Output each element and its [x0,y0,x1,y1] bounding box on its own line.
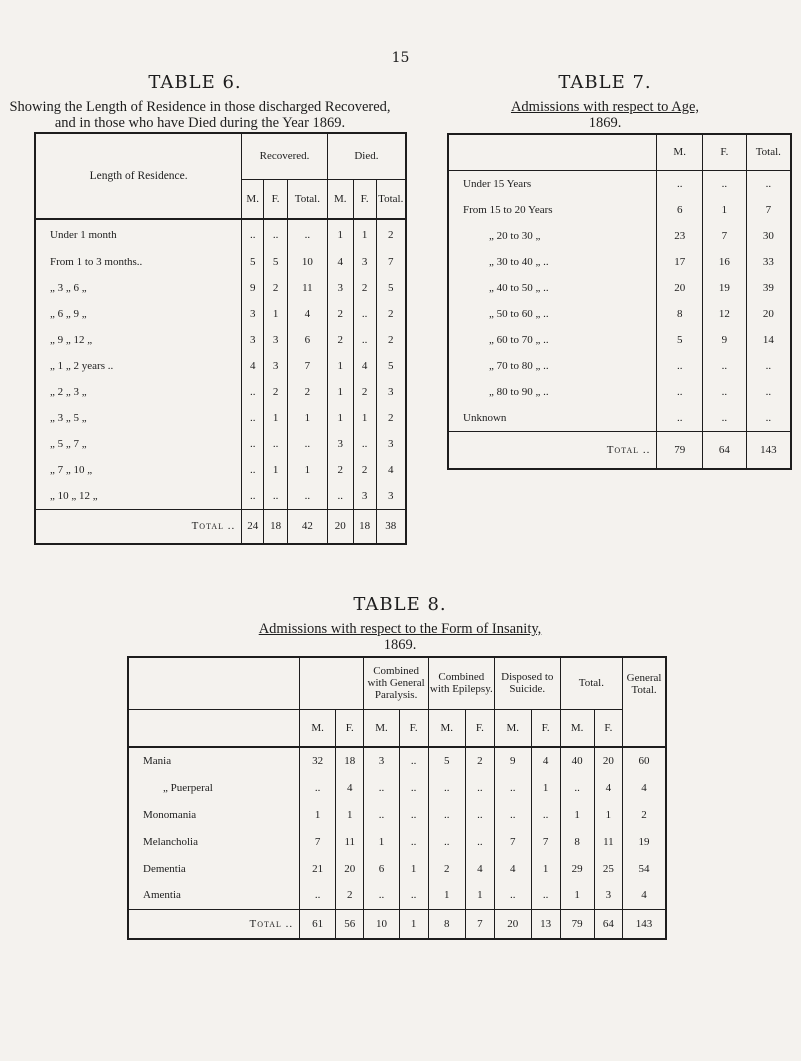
cell-rt: .. [287,483,327,510]
cell-m: .. [657,353,703,379]
cell-pf: 1 [399,855,428,882]
table7-total-header: Total. [746,134,791,170]
cell-t: 7 [746,197,791,223]
cell-rt: 2 [287,379,327,405]
cell-dt: 5 [376,353,406,379]
table7-m-header: M. [657,134,703,170]
cell-em: 2 [428,855,465,882]
row-label: „ Puerperal [163,781,213,794]
cell-sf: 4 [531,747,560,774]
cell-tm: 1 [560,801,594,828]
table8-total-text: Total .. [249,917,294,930]
cell-m: 5 [657,327,703,353]
cell-rm: 3 [242,301,264,327]
cell-rt: .. [287,431,327,457]
cell-ef: 1 [465,882,494,909]
cell-t: .. [746,170,791,197]
table6-recovered-total: Total. [287,179,327,219]
row-label: Under 15 Years [463,177,532,190]
table-row [35,431,406,457]
table6-total-rt: 42 [287,510,327,544]
table-row [448,353,791,379]
row-label: „ 2 „ 3 „ [50,386,87,398]
cell-dm: 1 [327,405,353,431]
cell-m: 20 [657,275,703,301]
cell-rf: 2 [264,379,288,405]
cell-m: 6 [657,197,703,223]
table-row [35,405,406,431]
table8-total-tm: 79 [560,909,594,939]
row-label: „ 10 „ 12 „ [50,490,98,502]
cell-m: 21 [300,855,336,882]
table-row [448,379,791,405]
table-row [448,223,791,249]
cell-dt: 2 [376,327,406,353]
table-row [448,249,791,275]
table-row [35,301,406,327]
row-label: Unknown [463,411,507,424]
table6-total-dm: 20 [327,510,353,544]
cell-ef: .. [465,801,494,828]
cell-tm: 8 [560,828,594,855]
cell-dt: 2 [376,405,406,431]
table-row [35,249,406,275]
table-row [128,747,666,774]
cell-g: 54 [623,855,666,882]
cell-rf: 1 [264,301,288,327]
cell-t: 20 [746,301,791,327]
table-row [448,405,791,432]
table8-total-sf: 13 [531,909,560,939]
table7-total-m: 79 [657,431,703,469]
cell-df: .. [353,431,376,457]
table8-total-m-sub: M. [560,709,594,747]
row-label: „ 80 to 90 „ .. [489,385,549,398]
table8-total-pm: 10 [364,909,399,939]
row-label: „ 7 „ 10 „ [50,464,93,476]
row-label: Monomania [143,808,197,821]
cell-rm: .. [242,405,264,431]
table7-total-text: Total .. [606,443,651,456]
table8-total-m: 61 [300,909,336,939]
cell-g: 60 [623,747,666,774]
table-row [128,855,666,882]
cell-g: 19 [623,828,666,855]
cell-rt: 7 [287,353,327,379]
cell-rf: 5 [264,249,288,275]
row-label: Under 1 month [50,228,117,241]
cell-f: .. [703,353,747,379]
table8-suicide-f-sub: F. [531,709,560,747]
cell-t: .. [746,405,791,432]
table-row [35,275,406,301]
table-row [448,327,791,353]
table8-total-pf: 1 [399,909,428,939]
cell-t: .. [746,379,791,405]
cell-dm: 3 [327,275,353,301]
table6-died-total: Total. [376,179,406,219]
row-label: „ 70 to 80 „ .. [489,359,549,372]
table6-recovered-m: M. [242,179,264,219]
cell-dt: 5 [376,275,406,301]
cell-dm: 1 [327,379,353,405]
cell-rm: 9 [242,275,264,301]
table6-recovered-f: F. [264,179,288,219]
table6-total-text: Total .. [191,520,236,533]
cell-em: 1 [428,882,465,909]
cell-rf: 1 [264,457,288,483]
cell-dt: 7 [376,249,406,275]
table8-total-tf: 64 [594,909,622,939]
cell-f: 9 [703,327,747,353]
cell-em: .. [428,774,465,801]
cell-pf: .. [399,801,428,828]
cell-pf: .. [399,774,428,801]
cell-tf: 25 [594,855,622,882]
cell-dt: 3 [376,379,406,405]
table-row [35,483,406,510]
cell-df: 4 [353,353,376,379]
cell-t: 30 [746,223,791,249]
cell-pf: .. [399,747,428,774]
table8-paralysis-header: Combined with General Paralysis. [364,657,428,709]
table-row [35,327,406,353]
cell-rf: 3 [264,327,288,353]
table6-total-rf: 18 [264,510,288,544]
cell-dm: 1 [327,353,353,379]
cell-dm: 4 [327,249,353,275]
cell-df: 1 [353,405,376,431]
cell-sm: .. [494,801,531,828]
cell-dt: 3 [376,483,406,510]
cell-f: 20 [336,855,364,882]
cell-rm: .. [242,457,264,483]
row-label: „ 6 „ 9 „ [50,308,87,320]
cell-sm: 4 [494,855,531,882]
table7-caption-line1: Admissions with respect to Age, [510,99,700,115]
table7-total-label [448,431,657,469]
cell-dt: 4 [376,457,406,483]
cell-f: 1 [336,801,364,828]
cell-t: 14 [746,327,791,353]
table7-f-header: F. [703,134,747,170]
cell-sf: 1 [531,855,560,882]
row-label: „ 20 to 30 „ [489,229,541,242]
table8-blank-header [128,657,300,709]
table-row [448,197,791,223]
table6-caption-line1: Showing the Length of Residence in those discharged Recovered, [9,99,391,115]
cell-dm: 2 [327,327,353,353]
table-row [35,219,406,249]
cell-rt: 1 [287,457,327,483]
cell-pf: .. [399,882,428,909]
table7-blank-header [448,134,657,170]
cell-rt: 6 [287,327,327,353]
cell-ef: .. [465,828,494,855]
table6-total-rm: 24 [242,510,264,544]
row-label: Dementia [143,862,186,875]
table-row [35,353,406,379]
table8-total-header: Total. [560,657,622,709]
cell-rf: .. [264,483,288,510]
cell-m: .. [657,379,703,405]
table6-heading: TABLE 6. [148,72,242,93]
table6-total-dt: 38 [376,510,406,544]
table7-caption [455,99,755,131]
cell-sf: 1 [531,774,560,801]
cell-g: 2 [623,801,666,828]
table6-total-label [35,510,242,544]
cell-sf: 7 [531,828,560,855]
table-row [448,170,791,197]
cell-sf: .. [531,882,560,909]
cell-rm: .. [242,379,264,405]
table7-total-f: 64 [703,431,747,469]
cell-tm: 29 [560,855,594,882]
table-row [35,379,406,405]
cell-sm: .. [494,882,531,909]
table8 [127,656,667,940]
cell-em: .. [428,828,465,855]
cell-rm: 4 [242,353,264,379]
cell-tf: 11 [594,828,622,855]
cell-f: .. [703,405,747,432]
row-label: „ 3 „ 5 „ [50,412,87,424]
row-label: „ 3 „ 6 „ [50,282,87,294]
table6-total-df: 18 [353,510,376,544]
table8-blank-mf-header [300,657,364,709]
table8-total-g: 143 [623,909,666,939]
cell-df: 3 [353,249,376,275]
cell-dt: 2 [376,219,406,249]
table6-died-header: Died. [327,133,406,179]
row-label: From 1 to 3 months.. [50,256,143,268]
cell-df: 1 [353,219,376,249]
table8-general-header: General Total. [623,657,666,747]
cell-m: .. [300,774,336,801]
cell-df: .. [353,301,376,327]
cell-rf: .. [264,219,288,249]
cell-dt: 2 [376,301,406,327]
table-row [128,882,666,909]
cell-tf: 20 [594,747,622,774]
cell-g: 4 [623,774,666,801]
table8-paralysis-f-sub: F. [399,709,428,747]
cell-dm: .. [327,483,353,510]
table7-total-t: 143 [746,431,791,469]
cell-m: 8 [657,301,703,327]
table8-heading: TABLE 8. [353,594,447,615]
cell-tf: 4 [594,774,622,801]
cell-df: 2 [353,275,376,301]
cell-m: 7 [300,828,336,855]
row-label: „ 30 to 40 „ .. [489,255,549,268]
table8-caption [150,621,650,653]
table-row [128,774,666,801]
cell-f: 12 [703,301,747,327]
table-row [35,457,406,483]
row-label: „ 50 to 60 „ .. [489,307,549,320]
cell-ef: 2 [465,747,494,774]
cell-dm: 1 [327,219,353,249]
cell-m: 23 [657,223,703,249]
cell-t: 33 [746,249,791,275]
table-row [128,828,666,855]
cell-tm: .. [560,774,594,801]
table8-caption-line2: 1869. [383,637,417,653]
table8-epilepsy-f-sub: F. [465,709,494,747]
table8-suicide-m-sub: M. [494,709,531,747]
cell-t: 39 [746,275,791,301]
table8-caption-line1: Admissions with respect to the Form of Insanity, [258,621,542,637]
table6-died-f: F. [353,179,376,219]
cell-f: 16 [703,249,747,275]
cell-g: 4 [623,882,666,909]
cell-pm: 6 [364,855,399,882]
table-row [448,301,791,327]
cell-m: 17 [657,249,703,275]
table8-total-ef: 7 [465,909,494,939]
cell-pm: .. [364,882,399,909]
table8-suicide-header: Disposed to Suicide. [494,657,560,709]
row-label: Amentia [143,889,181,902]
cell-m: 1 [300,801,336,828]
table8-total-sm: 20 [494,909,531,939]
table8-epilepsy-m-sub: M. [428,709,465,747]
cell-pm: 3 [364,747,399,774]
table8-epilepsy-header: Combined with Epilepsy. [428,657,494,709]
table8-total-f-sub: F. [594,709,622,747]
table7 [447,133,792,470]
table8-m-sub: M. [300,709,336,747]
table6-caption-line2: and in those who have Died during the Year 1869. [54,115,346,131]
table8-blank-sub [128,709,300,747]
table-row [448,275,791,301]
cell-pm: .. [364,774,399,801]
table8-paralysis-m-sub: M. [364,709,399,747]
cell-f: 19 [703,275,747,301]
cell-sm: .. [494,774,531,801]
cell-em: 5 [428,747,465,774]
cell-df: 3 [353,483,376,510]
table-row [128,801,666,828]
cell-sm: 9 [494,747,531,774]
cell-f: 1 [703,197,747,223]
cell-tm: 1 [560,882,594,909]
cell-dm: 2 [327,301,353,327]
cell-rf: 2 [264,275,288,301]
cell-em: .. [428,801,465,828]
cell-rt: 1 [287,405,327,431]
row-label: „ 60 to 70 „ .. [489,333,549,346]
table6 [34,132,407,545]
table6-recovered-header: Recovered. [242,133,328,179]
cell-m: .. [657,170,703,197]
cell-rf: 1 [264,405,288,431]
cell-ef: 4 [465,855,494,882]
cell-m: 32 [300,747,336,774]
cell-rm: 5 [242,249,264,275]
cell-rt: 11 [287,275,327,301]
cell-dm: 3 [327,431,353,457]
cell-rm: .. [242,483,264,510]
cell-df: .. [353,327,376,353]
cell-ef: .. [465,774,494,801]
table7-heading: TABLE 7. [558,72,652,93]
cell-dm: 2 [327,457,353,483]
cell-rm: 3 [242,327,264,353]
table8-f-sub: F. [336,709,364,747]
table6-caption [0,99,400,131]
cell-pm: 1 [364,828,399,855]
cell-tf: 3 [594,882,622,909]
table8-total-em: 8 [428,909,465,939]
row-label: „ 40 to 50 „ .. [489,281,549,294]
cell-t: .. [746,353,791,379]
table6-length-header: Length of Residence. [35,133,242,219]
table6-died-m: M. [327,179,353,219]
cell-sf: .. [531,801,560,828]
cell-pm: .. [364,801,399,828]
page-number: 15 [391,50,410,66]
cell-m: .. [300,882,336,909]
row-label: Mania [143,755,172,767]
cell-f: 18 [336,747,364,774]
cell-dt: 3 [376,431,406,457]
cell-rt: .. [287,219,327,249]
cell-tm: 40 [560,747,594,774]
cell-f: .. [703,170,747,197]
cell-f: 11 [336,828,364,855]
row-label: „ 5 „ 7 „ [50,438,87,450]
cell-rm: .. [242,219,264,249]
cell-rf: 3 [264,353,288,379]
cell-f: 4 [336,774,364,801]
cell-rf: .. [264,431,288,457]
table8-total-label [128,909,300,939]
cell-f: .. [703,379,747,405]
cell-rt: 4 [287,301,327,327]
cell-m: .. [657,405,703,432]
cell-sm: 7 [494,828,531,855]
row-label: From 15 to 20 Years [463,203,553,216]
row-label: „ 1 „ 2 years .. [50,360,114,372]
table7-caption-line2: 1869. [588,115,622,131]
row-label: Melancholia [143,835,198,848]
row-label: „ 9 „ 12 „ [50,334,93,346]
cell-df: 2 [353,457,376,483]
cell-rm: .. [242,431,264,457]
cell-rt: 10 [287,249,327,275]
cell-f: 2 [336,882,364,909]
cell-pf: .. [399,828,428,855]
cell-tf: 1 [594,801,622,828]
cell-df: 2 [353,379,376,405]
table8-total-f: 56 [336,909,364,939]
cell-f: 7 [703,223,747,249]
